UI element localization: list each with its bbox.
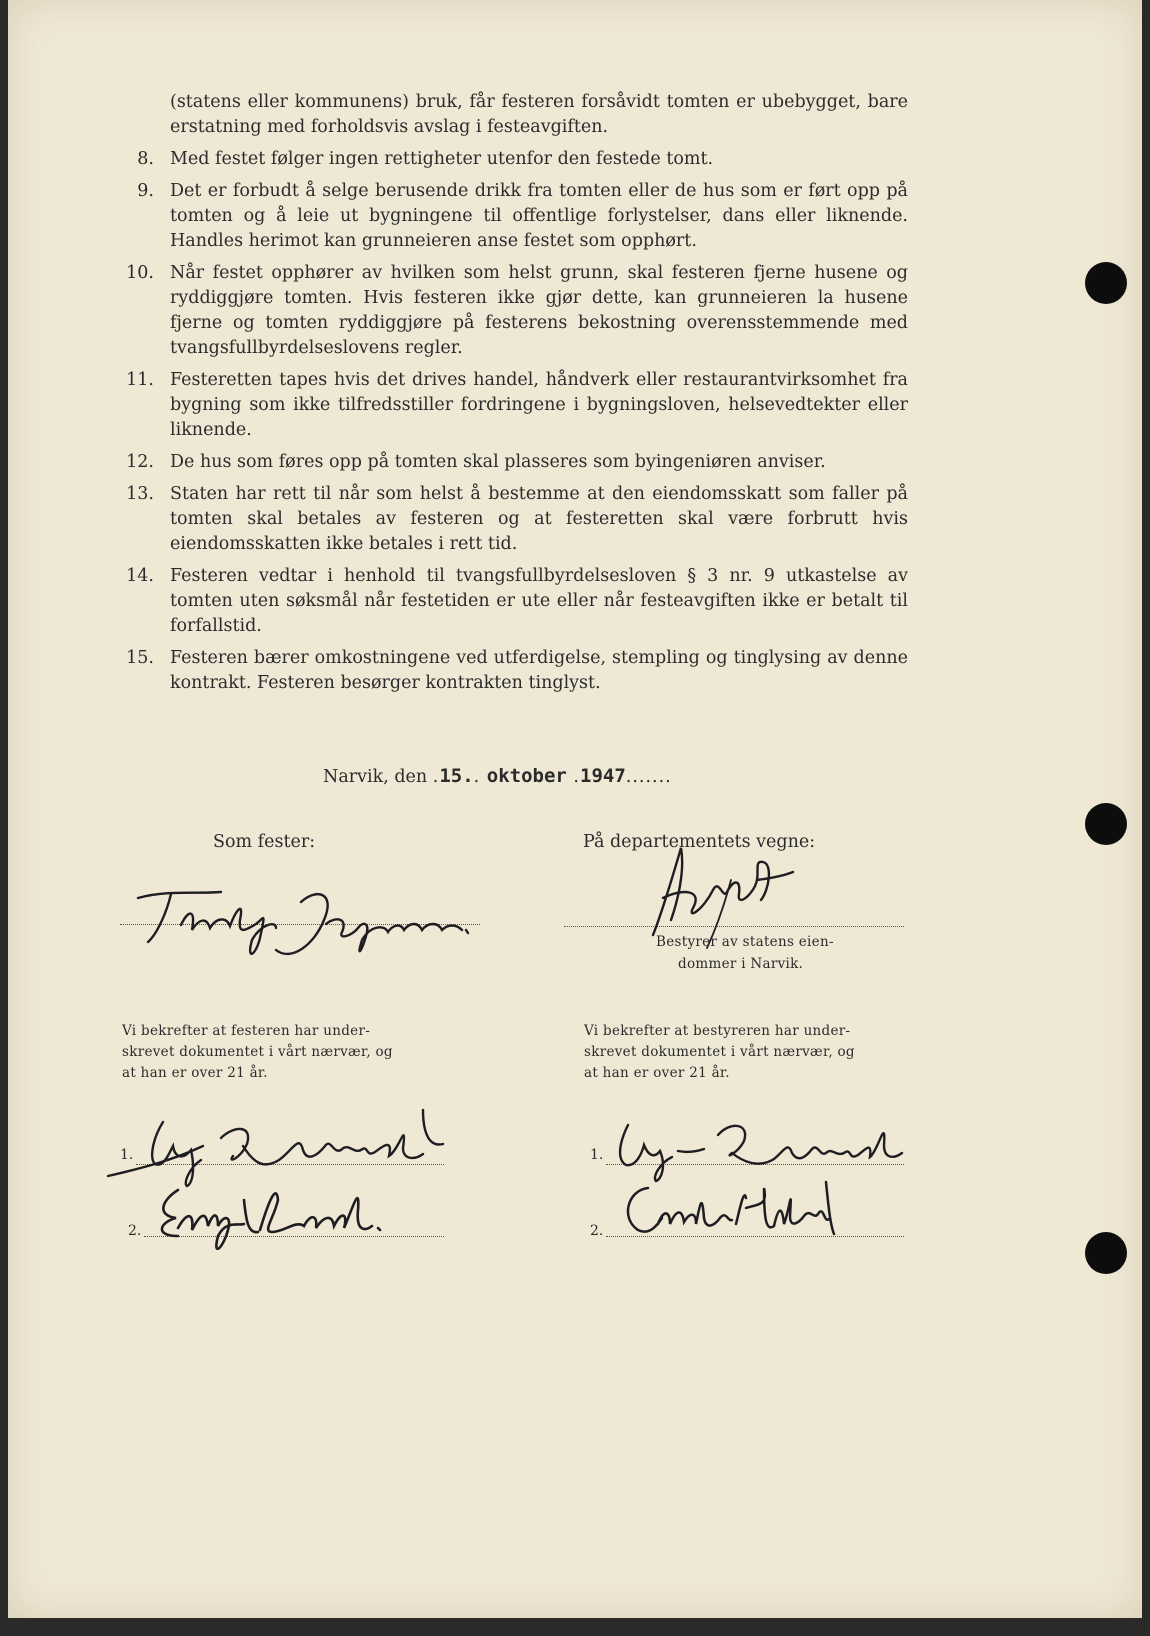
clause-number: 11. [126,370,154,390]
clause-8 [118,147,908,172]
department-label: På departementets vegne: [583,832,816,852]
witness-number: 2. [128,1223,142,1239]
clause-text: Festeren vedtar i henhold til tvangsfullbyrdelsesloven § 3 nr. 9 utkastelse av tomten uten søksmål når festetiden er ute eller når festeavgiften ikke er betalt til forfallstid. [170,566,908,636]
witness-text-line: at han er over 21 år. [584,1065,730,1081]
clause-10 [118,261,908,361]
punch-hole [1085,1232,1127,1274]
clause-text: Når festet opphører av hvilken som helst grunn, skal festeren fjerne husene og ryddiggjøre tomten. Hvis festeren ikke gjør dette, kan grunneieren la husene fjerne og tomten ryddiggjøre på festerens bekostning overensstemmende med tvangsfullbyrdelseslovens regler. [170,263,908,358]
witness-text-line: skrevet dokumentet i vårt nærvær, og [584,1044,855,1060]
clause-number: 9. [137,181,154,201]
date-month: oktober [486,765,567,787]
clause-14 [118,564,908,639]
punch-hole [1085,262,1127,304]
clause-number: 15. [126,648,154,668]
clause-9 [118,179,908,254]
clause-text: Festeretten tapes hvis det drives handel, håndverk eller restaurantvirksomhet fra bygning som ikke tilfredsstiller fordringene i bygningsloven, helsevedtekter eller liknende. [170,370,908,440]
clause-continuation [118,90,908,140]
witness-text-line: Vi bekrefter at festeren har under- [122,1023,371,1039]
clause-15 [118,646,908,696]
fester-signature [126,880,486,970]
contract-clauses [118,90,908,703]
clause-number: 14. [126,566,154,586]
witness-text-line: at han er over 21 år. [122,1065,268,1081]
clause-number: 12. [126,452,154,472]
clause-text: Staten har rett til når som helst å bestemme at den eiendomsskatt som faller på tomten skal betales av festeren og at festeretten skal være forbrutt hvis eiendomsskatten ikke betales i rett tid. [170,484,908,554]
clause-text: De hus som føres opp på tomten skal plasseres som byingeniøren anviser. [170,452,826,472]
department-title-2: dommer i Narvik. [678,956,804,972]
clause-number: 13. [126,484,154,504]
clause-text: Det er forbudt å selge berusende drikk fra tomten eller de hus som er ført opp på tomten og å leie ut bygningene til offentlige forlystelser, dans eller liknende. Handles herimot kan grunneieren anse festet som opphørt. [170,181,908,251]
clause-13 [118,482,908,557]
witness-number: 1. [120,1147,134,1163]
clause-text: (statens eller kommunens) bruk, får festeren forsåvidt tomten er ubebygget, bare erstatning med forholdsvis avslag i festeavgiften. [170,92,908,137]
fester-label: Som fester: [213,832,316,852]
department-title-1: Bestyrer av statens eien- [656,934,834,950]
date-year: 1947 [580,765,626,787]
date-day: 15. [439,765,474,787]
punch-hole [1085,803,1127,845]
document-page [8,0,1142,1618]
witness-number: 2. [590,1223,604,1239]
witness-left-2-signature [148,1170,408,1260]
clause-number: 8. [137,149,154,169]
witness-text-line: Vi bekrefter at bestyreren har under- [584,1023,851,1039]
clause-number: 10. [126,263,154,283]
date-line: Narvik, den .15.. oktober .1947....... [323,765,672,787]
witness-text-line: skrevet dokumentet i vårt nærvær, og [122,1044,393,1060]
witness-number: 1. [590,1147,604,1163]
clause-12 [118,450,908,475]
witness-right-2-signature [618,1168,838,1248]
clause-text: Festeren bærer omkostningene ved utferdigelse, stempling og tinglysing av denne kontrakt. Festeren besørger kontrakten tinglyst. [170,648,908,693]
clause-11 [118,368,908,443]
clause-text: Med festet følger ingen rettigheter utenfor den festede tomt. [170,149,714,169]
date-place: Narvik, den [323,767,428,787]
